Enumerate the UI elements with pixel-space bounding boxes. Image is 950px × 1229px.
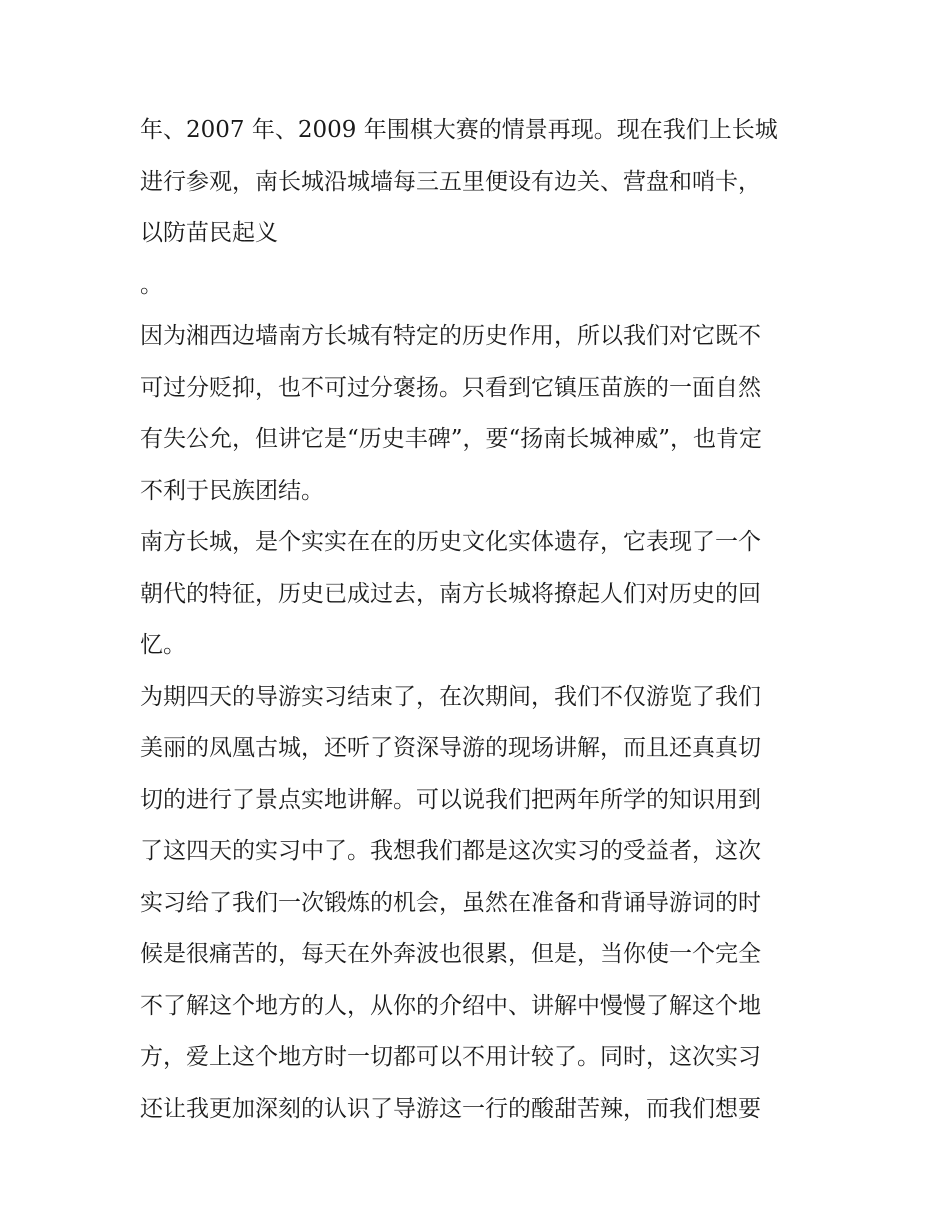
text-line: 年、2007 年、2009 年围棋大赛的情景再现。现在我们上长城 <box>140 117 778 143</box>
text-line: 进行参观，南长城沿城墙每三五里便设有边关、营盘和哨卡， <box>140 168 761 195</box>
text-line: 因为湘西边墙南方长城有特定的历史作用，所以我们对它既不 <box>140 323 761 349</box>
text-line: 可过分贬抑，也不可过分褒扬。只看到它镇压苗族的一面自然 <box>140 374 761 401</box>
text-line: 切的进行了景点实地讲解。可以说我们把两年所学的知识用到 <box>140 786 761 813</box>
text-line: 实习给了我们一次锻炼的机会，虽然在准备和背诵导游词的时 <box>140 889 761 916</box>
text-line: 以防苗民起义 <box>140 220 278 246</box>
text-line: 忆。 <box>140 632 186 658</box>
body-text <box>140 105 820 1135</box>
text-line: 不利于民族团结。 <box>140 477 324 504</box>
text-line: 候是很痛苦的，每天在外奔波也很累，但是，当你使一个完全 <box>140 941 761 967</box>
text-line: 不了解这个地方的人，从你的介绍中、讲解中慢慢了解这个地 <box>140 992 761 1019</box>
text-line: 了这四天的实习中了。我想我们都是这次实习的受益者，这次 <box>140 838 761 864</box>
text-line: 还让我更加深刻的认识了导游这一行的酸甜苦辣，而我们想要 <box>140 1095 761 1122</box>
text-line: 美丽的凤凰古城，还听了资深导游的现场讲解，而且还真真切 <box>140 735 761 761</box>
text-line: 朝代的特征，历史已成过去，南方长城将撩起人们对历史的回 <box>140 580 761 607</box>
text-line: 。 <box>140 271 163 298</box>
text-line: 方，爱上这个地方时一切都可以不用计较了。同时，这次实习 <box>140 1044 761 1070</box>
text-line: 有失公允，但讲它是“历史丰碑”，要“扬南长城神威”，也肯定 <box>140 426 763 452</box>
text-line: 南方长城，是个实实在在的历史文化实体遗存，它表现了一个 <box>140 529 761 555</box>
text-line: 为期四天的导游实习结束了，在次期间，我们不仅游览了我们 <box>140 683 761 710</box>
